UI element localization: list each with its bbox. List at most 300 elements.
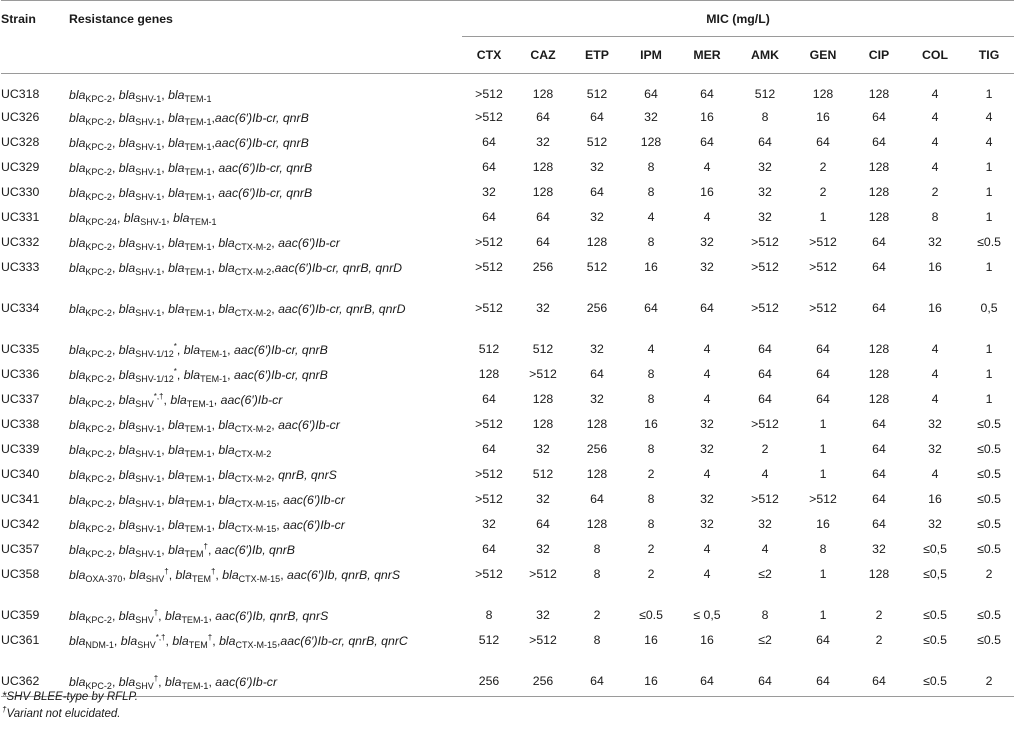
gene-bla: bla — [170, 393, 187, 407]
resistance-genes-cell — [69, 232, 462, 257]
gene-separator: , — [111, 443, 119, 457]
gene-bla: bla — [69, 468, 86, 482]
gene-separator: , — [212, 634, 220, 648]
gene-variant: KPC-2 — [85, 681, 112, 691]
gene-bla: bla — [69, 161, 86, 175]
mic-value-gen: 1 — [819, 467, 827, 481]
strain-cell: UC338 — [1, 417, 40, 431]
table-row — [1, 439, 1014, 464]
mic-value-col: 32 — [928, 417, 942, 431]
mic-value-tig: 2 — [985, 567, 993, 581]
mic-value-gen: 1 — [819, 417, 827, 431]
mic-value-caz: 32 — [536, 442, 550, 456]
gene-separator: , — [111, 111, 119, 125]
gene-variant: KPC-2 — [85, 524, 112, 534]
mic-value-tig: 4 — [985, 135, 993, 149]
gene-bla: bla — [69, 393, 86, 407]
mic-value-ipm: 16 — [644, 417, 658, 431]
mic-value-ipm: 8 — [647, 367, 655, 381]
gene-separator: , — [271, 468, 279, 482]
mic-value-etp: 512 — [586, 87, 608, 101]
mic-value-mer: 64 — [700, 135, 714, 149]
mic-value-col: 8 — [931, 210, 939, 224]
mic-value-amk: 64 — [758, 135, 772, 149]
gene-bla: bla — [69, 443, 86, 457]
mic-value-ctx: >512 — [475, 235, 503, 249]
table-row — [1, 232, 1014, 257]
gene-bla: bla — [168, 418, 185, 432]
mic-value-tig: 0,5 — [980, 301, 998, 315]
gene-bla: bla — [118, 236, 136, 250]
gene-bla: bla — [168, 302, 185, 316]
strain-cell: UC328 — [1, 135, 40, 149]
gene-footnote-mark: * — [173, 342, 177, 351]
gene-separator: , — [161, 236, 169, 250]
mic-value-ipm: 8 — [647, 235, 655, 249]
mic-value-col: 4 — [931, 160, 939, 174]
strain-cell: UC336 — [1, 367, 40, 381]
mic-value-etp: 128 — [586, 235, 608, 249]
gene-variant: TEM-1 — [184, 94, 212, 104]
resistance-genes-header: Resistance genes — [69, 1, 462, 74]
table-row — [1, 257, 1014, 298]
mic-value-caz: 32 — [536, 492, 550, 506]
mic-value-etp: 2 — [593, 608, 601, 622]
mic-value-tig: 1 — [985, 260, 993, 274]
mic-value-cip: 64 — [872, 442, 886, 456]
mic-value-gen: 128 — [812, 87, 834, 101]
gene-variant: KPC-2 — [85, 94, 112, 104]
mic-value-caz: 128 — [532, 392, 554, 406]
table-row — [1, 671, 1014, 697]
mic-value-tig: 1 — [985, 210, 993, 224]
gene-separator: , — [213, 393, 221, 407]
gene-name: aac(6′)Ib-cr, qnrB — [233, 368, 328, 382]
gene-name: aac(6′)Ib-cr, qnrB — [233, 343, 328, 357]
resistance-genes-cell — [69, 605, 462, 630]
gene-separator: , — [161, 88, 169, 102]
mic-value-etp: 128 — [586, 417, 608, 431]
mic-value-ctx: 512 — [478, 633, 500, 647]
mic-value-gen: 16 — [816, 517, 830, 531]
resistance-genes-cell — [69, 107, 462, 132]
gene-variant: SHV-1 — [135, 474, 162, 484]
mic-value-tig: ≤0.5 — [977, 235, 1001, 249]
gene-variant: KPC-2 — [85, 167, 112, 177]
gene-variant: TEM-1 — [184, 192, 212, 202]
gene-bla: bla — [168, 493, 185, 507]
mic-value-ipm: 2 — [647, 542, 655, 556]
mic-value-tig: 1 — [985, 87, 993, 101]
gene-bla: bla — [69, 568, 86, 582]
mic-value-etp: 512 — [586, 135, 608, 149]
mic-value-col: 4 — [931, 342, 939, 356]
gene-footnote-mark: * — [173, 367, 177, 376]
mic-value-caz: >512 — [529, 633, 557, 647]
gene-bla: bla — [69, 493, 86, 507]
mic-value-gen: >512 — [809, 260, 837, 274]
mic-value-caz: >512 — [529, 567, 557, 581]
column-header-ipm: IPM — [624, 37, 678, 74]
resistance-genes-cell — [69, 539, 462, 564]
table-row — [1, 339, 1014, 364]
mic-value-cip: 128 — [868, 87, 890, 101]
mic-value-ipm: ≤0.5 — [639, 608, 663, 622]
mic-value-mer: 4 — [703, 160, 711, 174]
gene-bla: bla — [69, 302, 86, 316]
mic-value-amk: 64 — [736, 671, 794, 697]
resistance-genes-cell — [69, 489, 462, 514]
mic-value-caz: 64 — [536, 110, 550, 124]
gene-separator: , — [111, 343, 119, 357]
mic-value-cip: 64 — [872, 301, 886, 315]
gene-separator: , — [161, 518, 169, 532]
table-row — [1, 489, 1014, 514]
mic-value-col: 4 — [931, 135, 939, 149]
mic-value-mer: 32 — [700, 517, 714, 531]
gene-variant: SHV-1 — [135, 499, 162, 509]
mic-value-amk: 512 — [754, 87, 776, 101]
mic-value-tig: 1 — [985, 185, 993, 199]
gene-variant: TEM-1 — [184, 524, 212, 534]
mic-value-mer: 32 — [700, 492, 714, 506]
mic-value-col: ≤0,5 — [923, 542, 947, 556]
table-body — [1, 74, 1014, 697]
gene-name: aac(6′)Ib-cr — [283, 493, 345, 507]
gene-variant: KPC-2 — [85, 374, 112, 384]
gene-bla: bla — [175, 568, 192, 582]
mic-value-amk: ≤2 — [758, 567, 772, 581]
gene-variant: CTX-M-2 — [234, 449, 272, 459]
gene-separator: , — [158, 675, 166, 689]
gene-bla: bla — [123, 211, 141, 225]
mic-value-ctx: 64 — [482, 392, 496, 406]
mic-value-tig: ≤0.5 — [977, 442, 1001, 456]
resistance-genes-cell — [69, 389, 462, 414]
gene-separator: , — [161, 418, 169, 432]
table-row — [1, 107, 1014, 132]
gene-separator: , — [161, 468, 169, 482]
mic-value-cip: 64 — [872, 417, 886, 431]
mic-value-tig: ≤0.5 — [977, 467, 1001, 481]
gene-footnote-mark: † — [210, 567, 216, 576]
mic-value-tig: ≤0.5 — [977, 492, 1001, 506]
mic-value-col: 4 — [931, 110, 939, 124]
footnote-dagger-mark: † — [2, 705, 7, 714]
gene-variant: TEM-1 — [200, 349, 228, 359]
strain-cell: UC357 — [1, 542, 40, 556]
gene-separator: , — [113, 634, 121, 648]
gene-variant: TEM-1 — [184, 167, 212, 177]
gene-bla: bla — [222, 568, 239, 582]
gene-separator: , — [111, 393, 119, 407]
mic-value-amk: 32 — [758, 160, 772, 174]
mic-value-ctx: 64 — [482, 135, 496, 149]
strain-header: Strain — [1, 1, 69, 74]
gene-bla: bla — [118, 161, 136, 175]
gene-bla: bla — [168, 88, 185, 102]
mic-value-gen: 8 — [819, 542, 827, 556]
gene-bla: bla — [168, 161, 185, 175]
gene-separator: , — [176, 343, 184, 357]
gene-variant: NDM-1 — [85, 640, 114, 650]
column-header-ctx: CTX — [462, 37, 516, 74]
gene-separator: , — [161, 302, 169, 316]
mic-value-etp: 64 — [590, 110, 604, 124]
mic-value-ipm: 64 — [644, 87, 658, 101]
mic-value-etp: 128 — [586, 467, 608, 481]
mic-value-col: 32 — [928, 442, 942, 456]
table-row — [1, 364, 1014, 389]
gene-bla: bla — [218, 418, 235, 432]
gene-bla: bla — [69, 368, 86, 382]
gene-variant: SHV — [137, 640, 156, 650]
gene-separator: , — [111, 675, 119, 689]
gene-name: aac(6′)Ib-cr — [215, 675, 278, 689]
gene-name: aac(6′)Ib-cr — [278, 418, 340, 432]
resistance-genes-cell — [69, 257, 462, 298]
gene-separator: , — [277, 634, 281, 648]
mic-value-mer: 16 — [700, 110, 714, 124]
mic-value-gen: 64 — [816, 342, 830, 356]
gene-separator: , — [111, 261, 119, 275]
gene-variant: KPC-2 — [85, 349, 112, 359]
gene-separator: , — [211, 302, 219, 316]
strain-cell: UC339 — [1, 442, 40, 456]
gene-name: aac(6′)Ib-cr, qnrB — [214, 136, 309, 150]
resistance-genes-cell — [69, 414, 462, 439]
gene-separator: , — [211, 493, 219, 507]
gene-separator: , — [111, 186, 119, 200]
mic-value-col: ≤0.5 — [906, 671, 964, 697]
gene-variant: SHV — [145, 574, 165, 584]
gene-variant: SHV-1 — [135, 94, 162, 104]
mic-value-cip: 128 — [868, 567, 890, 581]
mic-value-amk: 2 — [761, 442, 769, 456]
column-header-tig: TIG — [964, 37, 1014, 74]
mic-value-cip: 64 — [872, 135, 886, 149]
gene-separator: , — [271, 261, 275, 275]
gene-variant: TEM-1 — [184, 474, 212, 484]
gene-separator: , — [111, 368, 119, 382]
mic-value-mer: 4 — [703, 467, 711, 481]
mic-value-caz: 64 — [536, 517, 550, 531]
mic-value-gen: 1 — [819, 567, 827, 581]
mic-value-cip: 64 — [872, 517, 886, 531]
gene-bla: bla — [69, 543, 86, 557]
gene-separator: , — [215, 568, 223, 582]
mic-value-ipm: 2 — [647, 567, 655, 581]
mic-value-ctx: >512 — [475, 301, 503, 315]
gene-separator: , — [211, 518, 219, 532]
mic-value-gen: 64 — [816, 367, 830, 381]
mic-value-tig: 1 — [985, 342, 993, 356]
mic-value-gen: 64 — [816, 633, 830, 647]
column-header-col: COL — [906, 37, 964, 74]
gene-bla: bla — [172, 634, 189, 648]
gene-bla: bla — [69, 136, 86, 150]
mic-value-amk: 4 — [761, 467, 769, 481]
mic-value-mer: 4 — [703, 567, 711, 581]
mic-value-ctx: >512 — [475, 87, 503, 101]
gene-footnote-mark: *,† — [155, 633, 166, 642]
gene-bla: bla — [168, 186, 185, 200]
gene-bla: bla — [118, 493, 136, 507]
mic-value-tig: ≤0.5 — [977, 633, 1001, 647]
mic-value-ipm: 64 — [644, 301, 658, 315]
footnote-star-mark: * — [2, 691, 7, 703]
gene-bla: bla — [218, 236, 235, 250]
mic-value-etp: 8 — [593, 542, 601, 556]
gene-separator: , — [111, 418, 119, 432]
mic-value-cip: 128 — [868, 342, 890, 356]
footnote-star-text: SHV BLEE-type by RFLP. — [6, 691, 138, 703]
footnote-star — [2, 691, 138, 703]
mic-value-ipm: 2 — [647, 467, 655, 481]
gene-name: aac(6′)Ib-cr, qnrB — [218, 186, 313, 200]
mic-value-ctx: 32 — [482, 517, 496, 531]
mic-value-etp: 64 — [590, 185, 604, 199]
gene-bla: bla — [118, 675, 136, 689]
mic-value-caz: 32 — [536, 135, 550, 149]
mic-value-cip: 64 — [852, 671, 906, 697]
gene-name: aac(6′)Ib-cr — [283, 518, 345, 532]
gene-variant: TEM-1 — [184, 267, 212, 277]
gene-variant: KPC-2 — [85, 267, 112, 277]
gene-bla: bla — [118, 136, 136, 150]
gene-separator: , — [208, 609, 216, 623]
table-row — [1, 298, 1014, 339]
gene-footnote-mark: † — [164, 567, 169, 576]
mic-value-amk: 8 — [761, 110, 769, 124]
mic-value-etp: 32 — [590, 392, 604, 406]
mic-value-amk: 32 — [758, 185, 772, 199]
mic-value-cip: 64 — [872, 260, 886, 274]
mic-value-mer: ≤ 0,5 — [693, 608, 721, 622]
mic-value-amk: >512 — [751, 235, 779, 249]
gene-separator: , — [158, 609, 166, 623]
mic-value-amk: 4 — [761, 542, 769, 556]
mic-value-mer: 4 — [703, 542, 711, 556]
gene-bla: bla — [69, 111, 86, 125]
mic-value-tig: ≤0.5 — [977, 542, 1001, 556]
mic-value-col: 4 — [931, 467, 939, 481]
gene-separator: , — [161, 111, 169, 125]
mic-value-col: ≤0.5 — [923, 608, 947, 622]
mic-value-amk: 8 — [761, 608, 769, 622]
mic-value-caz: 512 — [532, 342, 554, 356]
mic-value-ctx: >512 — [475, 110, 503, 124]
gene-separator: , — [227, 368, 234, 382]
mic-value-caz: 128 — [532, 185, 554, 199]
mic-value-caz: 64 — [536, 210, 550, 224]
gene-separator: , — [161, 136, 169, 150]
resistance-genes-cell — [69, 132, 462, 157]
gene-separator: , — [111, 161, 119, 175]
gene-separator: , — [207, 543, 215, 557]
mic-value-gen: >512 — [809, 301, 837, 315]
mic-value-tig: 2 — [964, 671, 1014, 697]
gene-variant: SHV — [135, 681, 154, 691]
gene-variant: TEM-1 — [189, 217, 217, 227]
mic-value-amk: 64 — [758, 392, 772, 406]
gene-separator: , — [276, 518, 284, 532]
gene-variant: SHV-1/12 — [135, 349, 174, 359]
gene-separator: , — [111, 136, 119, 150]
mic-value-tig: 1 — [985, 160, 993, 174]
mic-value-ctx: >512 — [475, 260, 503, 274]
gene-separator: , — [116, 211, 124, 225]
gene-variant: TEM-1 — [184, 242, 212, 252]
mic-value-etp: 64 — [570, 671, 624, 697]
resistance-genes-cell — [69, 298, 462, 339]
gene-separator: , — [161, 186, 169, 200]
mic-value-col: 16 — [928, 492, 942, 506]
gene-variant: KPC-24 — [85, 217, 117, 227]
mic-value-tig: ≤0.5 — [977, 417, 1001, 431]
gene-variant: TEM-1 — [184, 499, 212, 509]
mic-value-col: 16 — [928, 260, 942, 274]
mic-value-amk: 32 — [758, 517, 772, 531]
strain-cell: UC340 — [1, 467, 40, 481]
gene-bla: bla — [69, 609, 86, 623]
mic-value-ipm: 4 — [647, 342, 655, 356]
gene-bla: bla — [168, 518, 185, 532]
gene-separator: , — [227, 343, 234, 357]
gene-separator: , — [211, 468, 219, 482]
gene-separator: , — [161, 493, 169, 507]
gene-separator: , — [111, 468, 119, 482]
gene-bla: bla — [183, 368, 201, 382]
mic-value-amk: 64 — [758, 342, 772, 356]
column-header-etp: ETP — [570, 37, 624, 74]
gene-variant: TEM — [184, 549, 204, 559]
mic-value-etp: 64 — [590, 492, 604, 506]
gene-variant: CTX-M-2 — [234, 424, 272, 434]
gene-name: qnrB, qnrS — [278, 468, 337, 482]
gene-bla: bla — [69, 236, 86, 250]
gene-variant: TEM-1 — [200, 374, 228, 384]
gene-separator: , — [211, 111, 215, 125]
gene-bla: bla — [118, 393, 136, 407]
gene-variant: KPC-2 — [85, 242, 112, 252]
mic-value-gen: 2 — [819, 160, 827, 174]
gene-bla: bla — [168, 443, 185, 457]
gene-bla: bla — [118, 418, 136, 432]
gene-separator: , — [111, 543, 119, 557]
gene-name: aac(6′)Ib-cr — [220, 393, 283, 407]
gene-bla: bla — [118, 111, 136, 125]
gene-separator: , — [211, 443, 219, 457]
mic-value-amk: ≤2 — [758, 633, 772, 647]
gene-variant: KPC-2 — [85, 117, 112, 127]
gene-separator: , — [211, 136, 215, 150]
gene-separator: , — [166, 211, 174, 225]
gene-variant: KPC-2 — [85, 424, 112, 434]
gene-separator: , — [161, 443, 169, 457]
mic-value-caz: 64 — [536, 235, 550, 249]
mic-value-cip: 128 — [868, 392, 890, 406]
gene-variant: SHV-1 — [135, 142, 162, 152]
mic-value-etp: 512 — [586, 260, 608, 274]
mic-value-gen: 2 — [819, 185, 827, 199]
table-row — [1, 132, 1014, 157]
strain-cell: UC342 — [1, 517, 40, 531]
resistance-genes-cell — [69, 207, 462, 232]
gene-bla: bla — [69, 261, 86, 275]
gene-bla: bla — [183, 343, 201, 357]
mic-value-mer: 32 — [700, 417, 714, 431]
